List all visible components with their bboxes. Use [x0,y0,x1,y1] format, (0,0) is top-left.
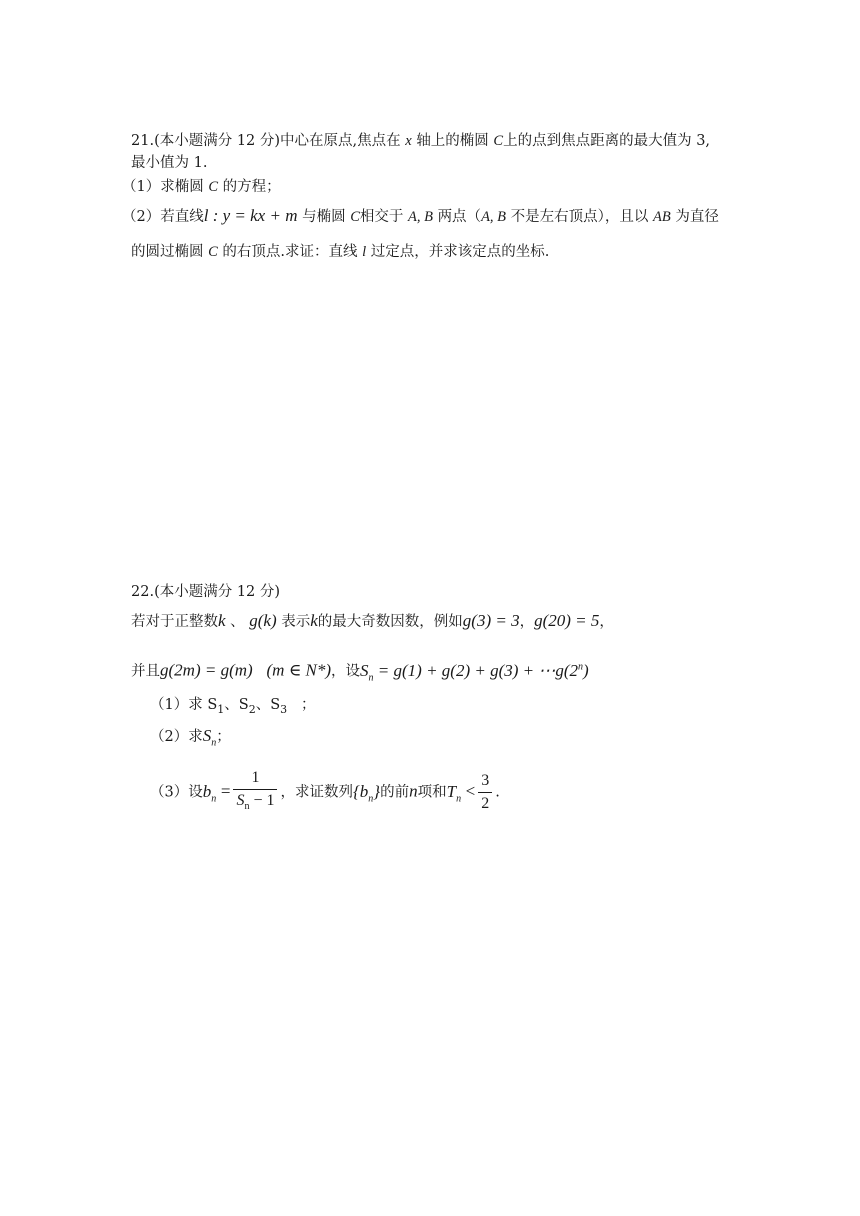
q22-l1-d: 的最大奇数因数，例如 [317,614,463,630]
var-n: n [409,781,418,801]
q22-part2 [150,726,231,753]
eq-sign: = [220,781,231,801]
var-k: k [218,611,226,630]
q21-part1-a: （1）求椭圆 [122,179,204,195]
q22-part3-a: （3）设 [150,784,203,801]
S: S [202,726,212,745]
q21-stem-d: 最小值为 1. [131,155,208,171]
q22-line-1 [131,611,614,632]
q22-part1-sep2: 、S [255,697,281,713]
q21-part2-line-2 [131,242,549,262]
bn: $b_n$ [202,781,217,804]
frac-numerator: 3 [478,771,492,793]
example-g3: g(3) = 3 [462,611,520,630]
q22-part3 [150,768,500,822]
q22-part2-a: （2）求 [150,729,203,745]
q21-part2-f: 为直径 [675,209,719,225]
m-in-Nstar: (m ∈ N*) [266,660,332,680]
q21-stem-a: 中心在原点,焦点在 [280,133,401,149]
q22-l1-b: 、 [230,614,245,630]
Tn: $T_n$ [446,781,462,804]
q21-part2-e: 不是左右顶点），且以 [510,209,649,225]
var-C: C [493,133,504,149]
q22-l1-a: 若对于正整数 [131,614,218,630]
comma: ， [519,614,535,630]
q22-points: (本小题满分 12 分) [154,584,281,600]
q21-part2-b: 与椭圆 [302,209,346,225]
var-x: x [405,133,412,149]
sub-n: n [211,792,217,804]
q22-line-2 [131,657,589,688]
q21-part2-c: 相交于 [359,209,404,225]
q21-stem-c: 上的点到焦点距离的最大值为 3, [503,133,711,149]
q21-line-2 [131,153,207,173]
q22-part1: （1）求 $S_1$、$S_2$、$S_3$ ； [150,697,316,716]
q21-part2-h: 的右顶点.求证：直线 [222,244,358,260]
Sn-definition: $S_n = g(1) + g(2) + g(3)$ + $\cdots g(2^n)$ [360,660,589,684]
q22-part3-c: 的前 [380,784,410,801]
q22-part3-b: ，求证数列 [280,784,353,801]
var-C: C [208,179,219,195]
S: S [360,660,369,680]
var-l: l [362,244,367,260]
q22-part3-e: . [495,784,500,801]
line-equation: l : y = kx + m [203,206,298,225]
q21-number: 21. [131,133,155,149]
q21-part2-i: 过定点，并求该定点的坐标. [370,244,550,260]
frac-denominator: 2 [481,795,490,813]
relation-g2m: g(2m) = g(m) [160,660,253,680]
Sn [202,726,217,749]
q21-part2-g: 的圆过椭圆 [131,244,204,260]
q22-part1-a: （1）求 S [150,697,218,713]
func-gk: g(k) [249,611,277,630]
var-C: C [350,209,360,225]
sub-n: n [368,672,374,684]
frac-numerator: 1 [233,768,277,790]
bn-set: $\{b_n\}$ [352,781,381,804]
sup-n: n [578,661,584,672]
q21-part2-a: （2）若直线 [122,209,204,225]
q22-part1-end: ； [300,697,316,713]
q21-line-1 [131,131,710,151]
q21-part1 [122,177,281,197]
segment-AB: AB [653,209,671,225]
sub-n: n [211,737,217,749]
Sn-rhs: = g(1) + g(2) + g(3) + ⋯g(2 [377,660,579,680]
q21-stem-b: 轴上的椭圆 [416,133,489,149]
q22-header [131,582,280,602]
q22-part1-sep1: 、S [224,697,249,713]
q22-part2-end: ； [216,729,231,745]
fraction-three-halves [478,771,492,814]
points-AB: A, B [407,209,433,225]
var-k: k [310,611,318,630]
q21-part1-b: 的方程； [222,179,281,195]
points-AB: A, B [481,209,507,225]
q21-part2-line-1 [122,206,719,227]
q21-points: (本小题满分 12 分) [154,133,281,149]
var-C: C [208,244,218,260]
q21-part2-d: 两点（ [437,209,482,225]
lt-sign: < [465,781,476,801]
q22-number: 22. [131,584,155,600]
frac-denominator: $S_n - 1$ [236,792,275,813]
comma: ， [599,614,614,630]
q22-part3-d: 项和 [417,784,447,801]
fraction-bn [233,768,277,817]
q22-l2-b: ，设 [331,663,361,680]
sub-n: n [456,792,462,804]
q22-l2-a: 并且 [131,663,160,680]
sub-n: n [244,801,250,813]
q22-l1-c: 表示 [281,614,311,630]
sub-n: n [368,792,374,804]
bn-set-open: {b [352,781,369,801]
example-g20: g(20) = 5 [534,611,600,630]
